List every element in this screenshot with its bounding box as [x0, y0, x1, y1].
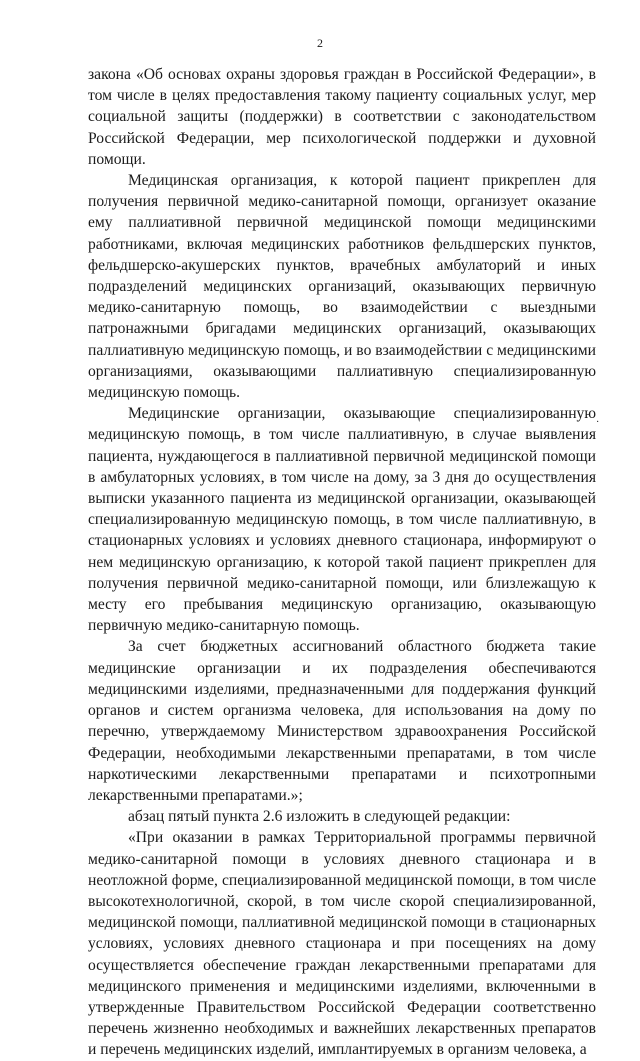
scan-artifact-dot: · [596, 417, 600, 428]
page-number: 2 [317, 36, 323, 50]
paragraph-new-wording: «При оказании в рамках Территориальной программы первичной медико-санитарной помощи в условиях дневного стационара и в неотложной форме, специализированной медицинской помощи, в том числе высокотехнологичной, скорой, в том числе скорой специализированной, медицинской помощи, паллиативной медицинской помощи в стационарных условиях, условиях дневного стационара и при посещениях на дому осуществляется обеспечение граждан лекарственными препаратами для медицинского применения и медицинскими изделиями, включенными в утвержденные Правительством Российской Федерации соответственно перечень жизненно необходимых и важнейших лекарственных препаратов и перечень медицинских изделий, имплантируемых в организм человека, а [88, 829, 596, 1059]
document-body [88, 64, 596, 1061]
paragraph-primary-care-organization: Медицинская организация, к которой пациент прикреплен для получения первичной медико-санитарной помощи, организует оказание ему паллиативной первичной медицинской помощи медицинскими работниками, включая медицинских работников фельдшерских пунктов, фельдшерско-акушерских пунктов, врачебных амбулаторий и иных подразделений медицинских организаций, оказывающих первичную медико-санитарную помощь, во взаимодействии с выездными патронажными бригадами медицинских организаций, оказывающих паллиативную медицинскую помощь, и во взаимодействии с медицинскими организациями, оказывающими паллиативную специализированную медицинскую помощь. [88, 172, 596, 402]
paragraph-continuation: закона «Об основах охраны здоровья граждан в Российской Федерации», в том числе в целях предоставления такому пациенту социальных услуг, мер социальной защиты (поддержки) в соответствии с законодательством Российской Федерации, мер психологической поддержки и духовной помощи. [88, 66, 596, 168]
paragraph-budget-funding: За счет бюджетных ассигнований областного бюджета такие медицинские организации и их подразделения обеспечиваются медицинскими изделиями, предназначенными для поддержания функций органов и систем организма человека, для использования на дому по перечню, утверждаемому Министерством здравоохранения Российской Федерации, необходимыми лекарственными препаратами, в том числе наркотическими лекарственными препаратами и психотропными лекарственными препаратами.»; [88, 638, 596, 804]
paragraph-specialized-organizations: Медицинские организации, оказывающие специализированную медицинскую помощь, в том числе паллиативную, в случае выявления пациента, нуждающегося в паллиативной первичной медицинской помощи в амбулаторных условиях, в том числе на дому, за 3 дня до осуществления выписки указанного пациента из медицинской организации, оказывающей специализированную медицинскую помощь, в том числе паллиативную, в стационарных условиях и условиях дневного стационара, информируют о нем медицинскую организацию, к которой такой пациент прикреплен для получения первичной медико-санитарной помощи, или близлежащую к месту его пребывания медицинскую организацию, оказывающую первичную медико-санитарную помощь. [88, 405, 596, 635]
paragraph-amendment-instruction: абзац пятый пункта 2.6 изложить в следующей редакции: [128, 808, 511, 826]
